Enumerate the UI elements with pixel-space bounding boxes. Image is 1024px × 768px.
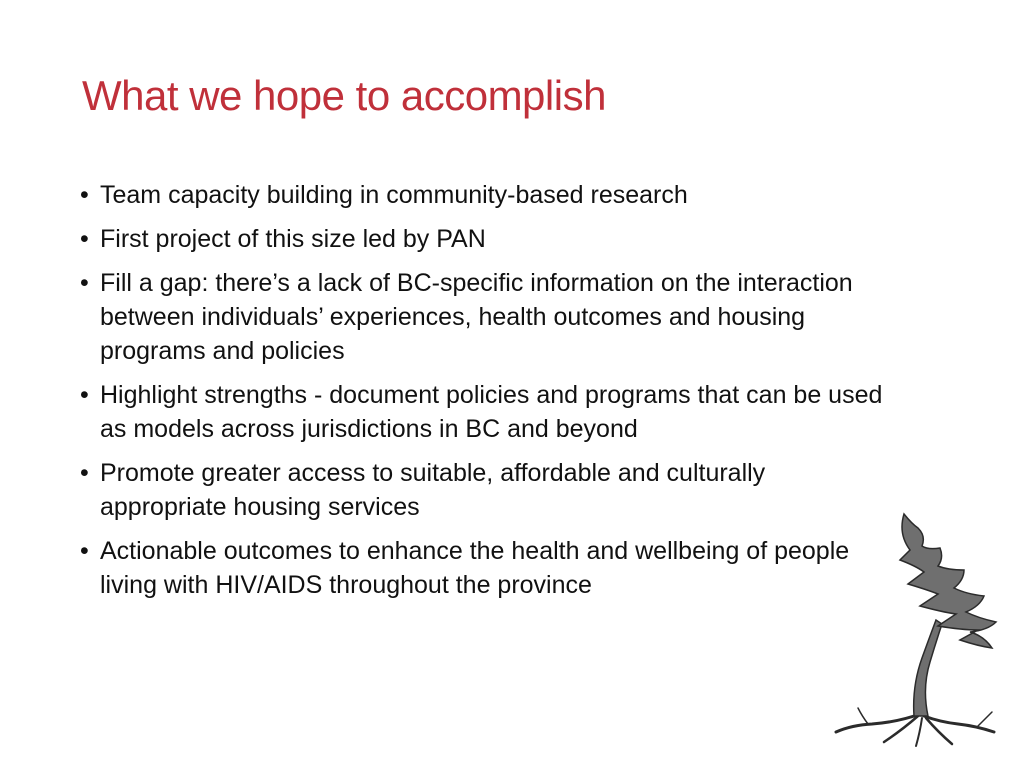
slide-title: What we hope to accomplish bbox=[82, 72, 606, 119]
bullet-item bbox=[76, 456, 896, 524]
bullet-dot: • bbox=[80, 269, 89, 297]
tree-trunk bbox=[914, 620, 942, 716]
bullet-item bbox=[76, 178, 896, 212]
tree-root bbox=[978, 712, 992, 726]
bullet-text: Team capacity building in community-based research bbox=[100, 181, 688, 209]
bullet-dot: • bbox=[80, 225, 89, 253]
bullet-text: Actionable outcomes to enhance the health and wellbeing of people living with HIV/AIDS throughout the province bbox=[100, 537, 850, 599]
tree-icon bbox=[828, 508, 1008, 748]
bullet-item bbox=[76, 378, 896, 446]
bullet-item bbox=[76, 222, 896, 256]
bullet-dot: • bbox=[80, 537, 89, 565]
tree-root bbox=[924, 716, 994, 732]
tree-root bbox=[916, 718, 922, 746]
tree-root bbox=[836, 714, 920, 732]
bullet-text: Fill a gap: there’s a lack of BC-specific information on the interaction between individuals’ experiences, health outcomes and housing programs and policies bbox=[100, 269, 853, 365]
bullet-dot: • bbox=[80, 459, 89, 487]
bullet-text: Highlight strengths - document policies and programs that can be used as models across jurisdictions in BC and beyond bbox=[100, 381, 883, 443]
bullet-dot: • bbox=[80, 381, 89, 409]
tree-root bbox=[858, 708, 868, 724]
tree-foliage bbox=[900, 514, 996, 648]
bullet-text: Promote greater access to suitable, affordable and culturally appropriate housing services bbox=[100, 459, 766, 521]
bullet-list bbox=[76, 178, 896, 612]
bullet-dot: • bbox=[80, 181, 89, 209]
bullet-text: First project of this size led by PAN bbox=[100, 225, 486, 253]
bullet-item bbox=[76, 534, 896, 602]
bullet-item bbox=[76, 266, 896, 368]
